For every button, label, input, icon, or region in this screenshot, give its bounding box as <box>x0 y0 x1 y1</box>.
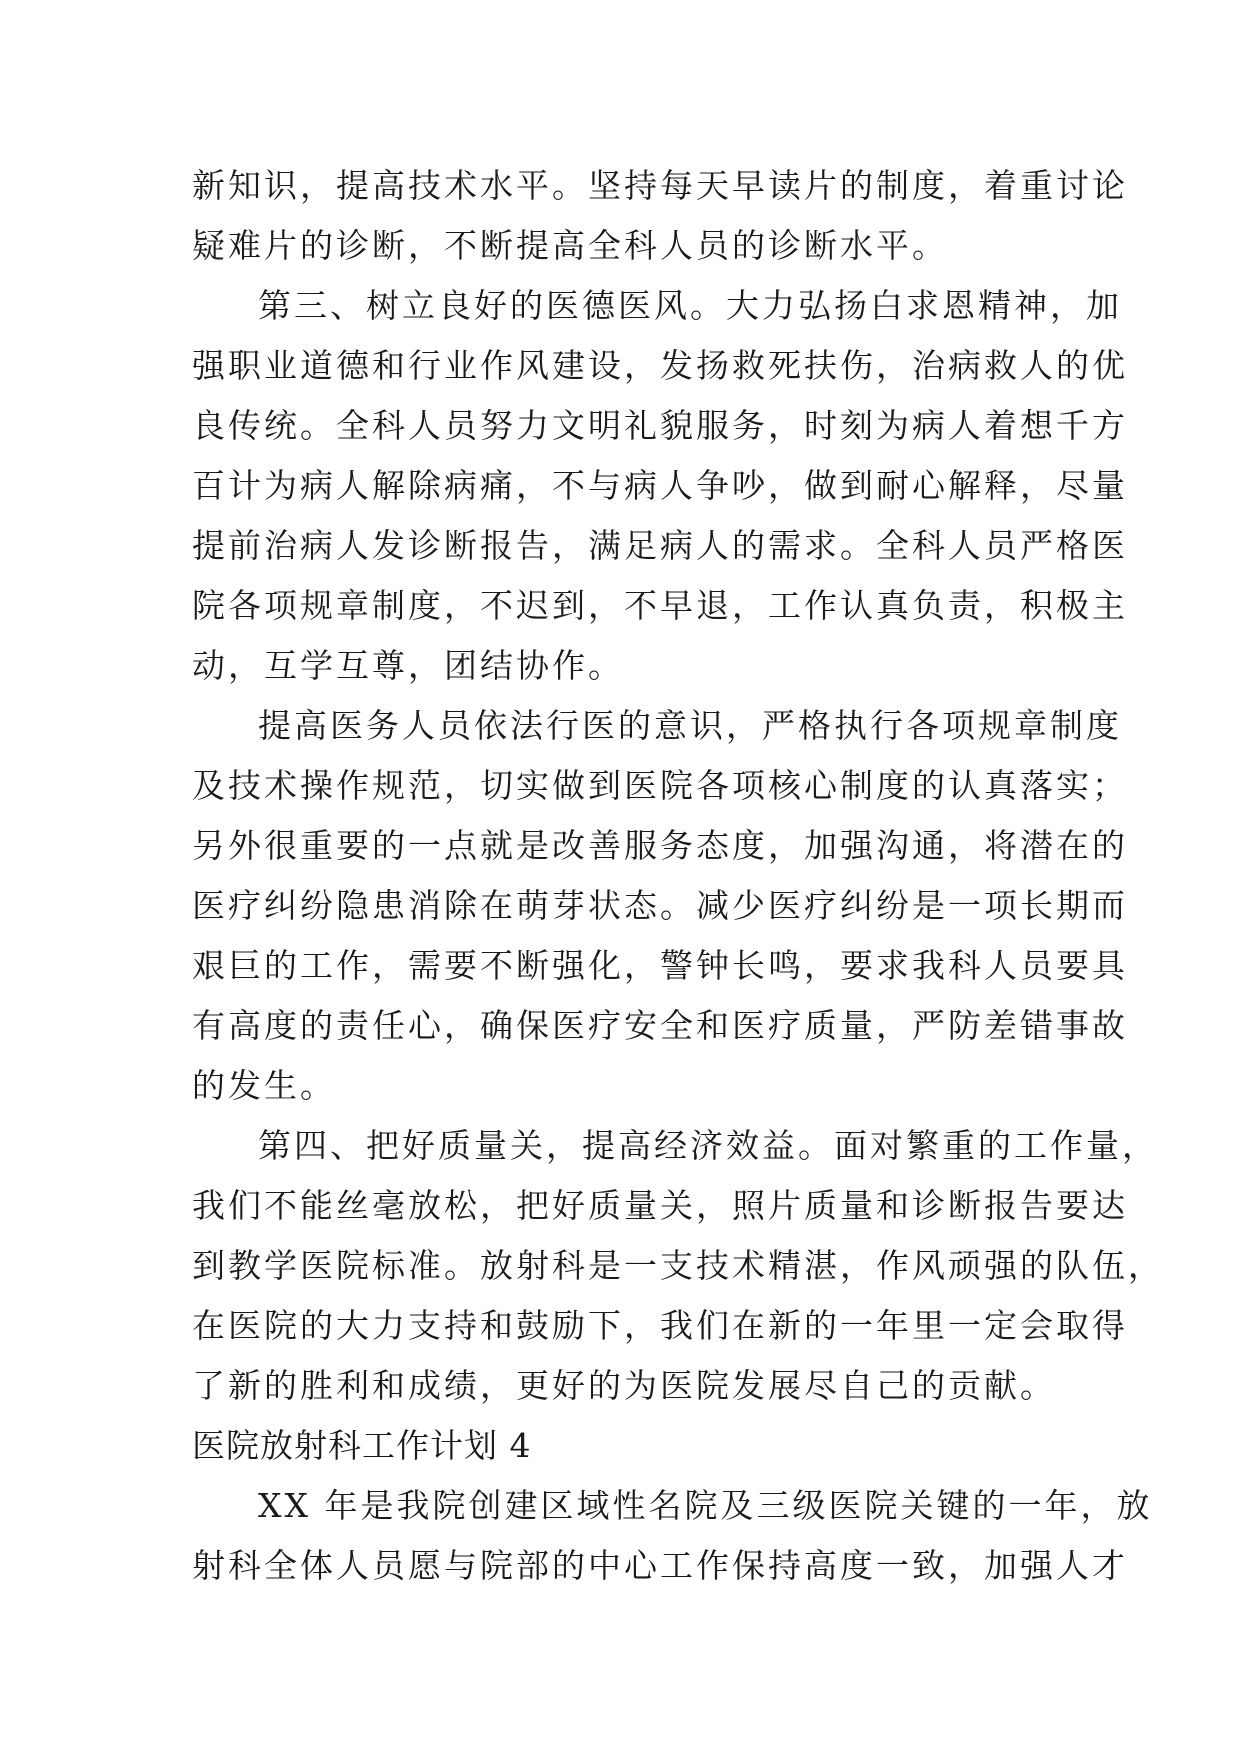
text-line: 艰巨的工作，需要不断强化，警钟长鸣，要求我科人员要具 <box>192 946 1128 985</box>
text-line: 新知识，提高技术水平。坚持每天早读片的制度，着重讨论 <box>192 166 1128 205</box>
paragraph-start-line: XX 年是我院创建区域性名院及三级医院关键的一年，放 <box>258 1486 1153 1525</box>
text-line: 良传统。全科人员努力文明礼貌服务，时刻为病人着想千方 <box>192 406 1128 445</box>
paragraph-start-line: 第四、把好质量关，提高经济效益。面对繁重的工作量， <box>258 1126 1158 1165</box>
paragraph-start-line: 提高医务人员依法行医的意识，严格执行各项规章制度 <box>258 706 1122 745</box>
text-line: 到教学医院标准。放射科是一支技术精湛，作风顽强的队伍， <box>192 1246 1164 1285</box>
paragraph-start-line: 第三、树立良好的医德医风。大力弘扬白求恩精神，加 <box>258 286 1122 325</box>
text-line: 我们不能丝毫放松，把好质量关，照片质量和诊断报告要达 <box>192 1186 1128 1225</box>
text-line: 院各项规章制度，不迟到，不早退，工作认真负责，积极主 <box>192 586 1128 625</box>
text-line: 射科全体人员愿与院部的中心工作保持高度一致，加强人才 <box>192 1546 1128 1585</box>
text-line: 百计为病人解除病痛，不与病人争吵，做到耐心解释，尽量 <box>192 466 1128 505</box>
text-line: 疑难片的诊断，不断提高全科人员的诊断水平。 <box>192 226 948 265</box>
text-line: 的发生。 <box>192 1066 336 1105</box>
text-line: 在医院的大力支持和鼓励下，我们在新的一年里一定会取得 <box>192 1306 1128 1345</box>
text-line: 提前治病人发诊断报告，满足病人的需求。全科人员严格医 <box>192 526 1128 565</box>
text-line: 有高度的责任心，确保医疗安全和医疗质量，严防差错事故 <box>192 1006 1128 1045</box>
text-line: 医疗纠纷隐患消除在萌芽状态。减少医疗纠纷是一项长期而 <box>192 886 1128 925</box>
text-line: 强职业道德和行业作风建设，发扬救死扶伤，治病救人的优 <box>192 346 1128 385</box>
text-line: 动，互学互尊，团结协作。 <box>192 646 624 685</box>
text-line: 及技术操作规范，切实做到医院各项核心制度的认真落实； <box>192 766 1128 805</box>
body-text <box>192 156 1164 1596</box>
text-line: 另外很重要的一点就是改善服务态度，加强沟通，将潜在的 <box>192 826 1128 865</box>
section-heading: 医院放射科工作计划 4 <box>192 1426 532 1465</box>
text-line: 了新的胜利和成绩，更好的为医院发展尽自己的贡献。 <box>192 1366 1056 1405</box>
